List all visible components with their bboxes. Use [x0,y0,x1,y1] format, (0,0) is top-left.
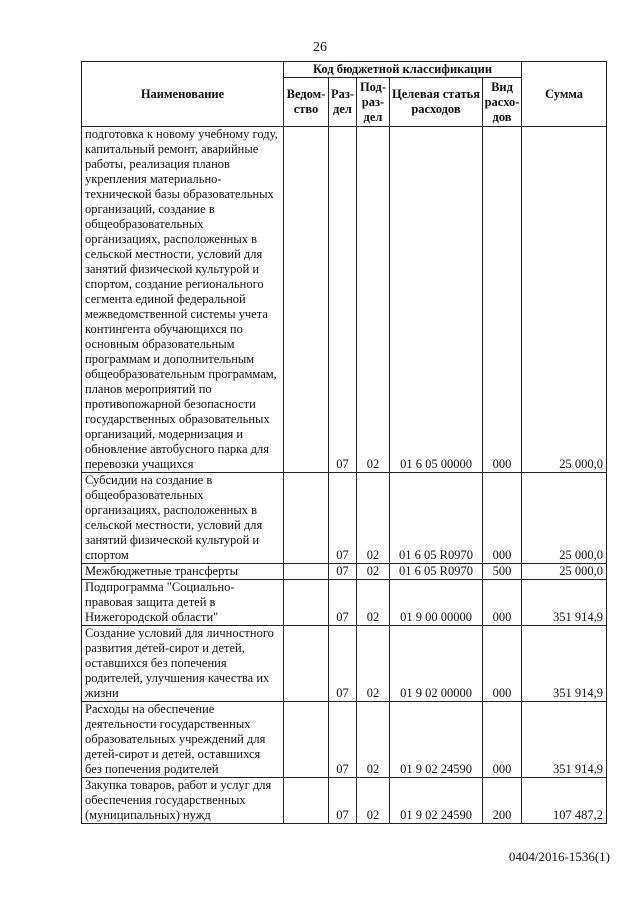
row-razdel: 07 [329,127,357,473]
header-razdel: Раз-дел [329,78,357,127]
table-body [82,127,607,824]
table-row [82,778,607,824]
header-classification-group: Код бюджетной классификации [284,62,522,78]
row-name: Закупка товаров, работ и услуг для обеспечения государственных (муниципальных) нужд [82,778,284,824]
row-podrazdel: 02 [357,778,390,824]
row-vedomstvo [284,564,329,580]
header-vedomstvo: Ведом-ство [284,78,329,127]
row-name: Субсидии на создание в общеобразовательных организациях, расположенных в сельской местности, условий для занятий физической культурой и спортом [82,473,284,564]
row-expense-type: 000 [483,580,522,626]
row-target-article: 01 6 05 R0970 [390,564,483,580]
row-podrazdel: 02 [357,580,390,626]
row-name: подготовка к новому учебному году, капитальный ремонт, аварийные работы, реализация планов укрепления материально-технической базы образовательных организаций, создание в общеобразовательных организациях, расположенных в сельской местности, условий для занятий физической культурой и спортом, создание регионального сегмента единой федеральной межведомственной системы учета контингента обучающихся по основным образовательным программам и дополнительным общеобразовательным программам, планов мероприятий по противопожарной безопасности государственных образовательных организаций, модернизация и обновление автобусного парка для перевозки учащихся [82,127,284,473]
row-razdel: 07 [329,626,357,702]
row-podrazdel: 02 [357,702,390,778]
row-expense-type: 500 [483,564,522,580]
table-row [82,702,607,778]
row-target-article: 01 9 02 24590 [390,778,483,824]
table-row [82,127,607,473]
row-name: Подпрограмма "Социально-правовая защита детей в Нижегородской области" [82,580,284,626]
row-vedomstvo [284,626,329,702]
row-expense-type: 000 [483,473,522,564]
row-expense-type: 000 [483,702,522,778]
document-code: 0404/2016-1536(1) [508,849,610,864]
row-sum: 25 000,0 [522,127,607,473]
row-target-article: 01 6 05 00000 [390,127,483,473]
row-name: Межбюджетные трансферты [82,564,284,580]
row-sum: 351 914,9 [522,626,607,702]
row-podrazdel: 02 [357,564,390,580]
row-razdel: 07 [329,564,357,580]
table-header [82,62,607,127]
row-vedomstvo [284,580,329,626]
row-vedomstvo [284,473,329,564]
row-razdel: 07 [329,473,357,564]
budget-table [81,61,607,824]
row-target-article: 01 6 05 R0970 [390,473,483,564]
row-sum: 25 000,0 [522,564,607,580]
page-number: 26 [313,40,327,55]
row-sum: 351 914,9 [522,580,607,626]
header-podrazdel: Под-раз-дел [357,78,390,127]
row-expense-type: 200 [483,778,522,824]
row-vedomstvo [284,778,329,824]
row-podrazdel: 02 [357,127,390,473]
header-target-article: Целевая статья расходов [390,78,483,127]
header-name: Наименование [82,62,284,127]
row-razdel: 07 [329,778,357,824]
table-row [82,626,607,702]
row-target-article: 01 9 02 24590 [390,702,483,778]
row-target-article: 01 9 00 00000 [390,580,483,626]
row-vedomstvo [284,702,329,778]
row-podrazdel: 02 [357,473,390,564]
table-row [82,564,607,580]
row-expense-type: 000 [483,127,522,473]
row-razdel: 07 [329,580,357,626]
row-sum: 351 914,9 [522,702,607,778]
row-target-article: 01 9 02 00000 [390,626,483,702]
header-sum: Сумма [522,62,607,127]
table-row [82,473,607,564]
table-row [82,580,607,626]
row-podrazdel: 02 [357,626,390,702]
row-sum: 107 487,2 [522,778,607,824]
row-razdel: 07 [329,702,357,778]
row-sum: 25 000,0 [522,473,607,564]
row-vedomstvo [284,127,329,473]
row-name: Расходы на обеспечение деятельности государственных образовательных учреждений для детей-сирот и детей, оставшихся без попечения родителей [82,702,284,778]
row-name: Создание условий для личностного развития детей-сирот и детей, оставшихся без попечения родителей, улучшения качества их жизни [82,626,284,702]
row-expense-type: 000 [483,626,522,702]
header-expense-type: Вид расхо-дов [483,78,522,127]
